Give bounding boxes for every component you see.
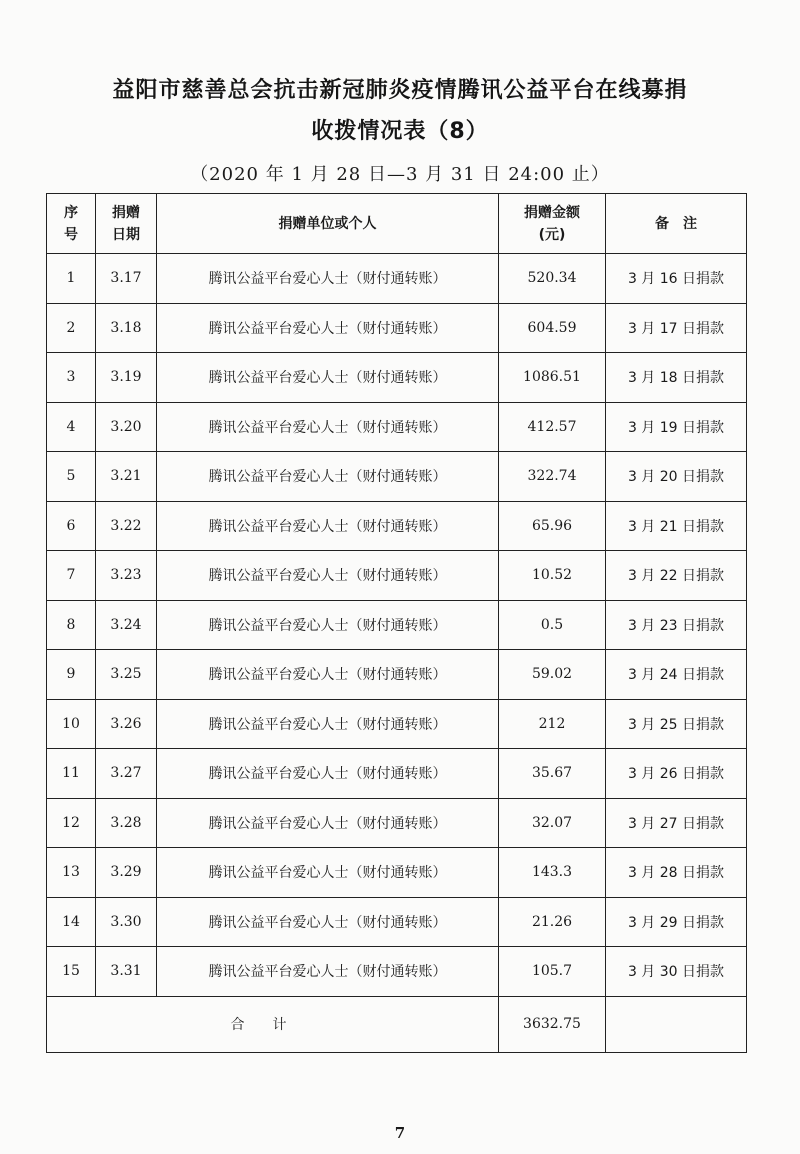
cell-date: 3.29: [96, 848, 157, 898]
document-title: 益阳市慈善总会抗击新冠肺炎疫情腾讯公益平台在线募捐: [112, 78, 688, 103]
cell-amount: 10.52: [499, 551, 606, 601]
cell-amount: 322.74: [499, 452, 606, 502]
total-note: [606, 996, 747, 1052]
cell-note: 3 月 30 日捐款: [606, 947, 747, 997]
cell-donor: 腾讯公益平台爱心人士（财付通转账）: [157, 699, 499, 749]
cell-amount: 21.26: [499, 897, 606, 947]
table-row: [47, 600, 747, 650]
cell-seq: 9: [47, 650, 96, 700]
cell-donor: 腾讯公益平台爱心人士（财付通转账）: [157, 848, 499, 898]
cell-seq: 11: [47, 749, 96, 799]
cell-note: 3 月 18 日捐款: [606, 353, 747, 403]
cell-note: 3 月 27 日捐款: [606, 798, 747, 848]
cell-donor: 腾讯公益平台爱心人士（财付通转账）: [157, 303, 499, 353]
table-row: [47, 452, 747, 502]
header-seq-line2: 号: [64, 226, 78, 243]
header-date-line1: 捐赠: [112, 204, 140, 221]
cell-seq: 2: [47, 303, 96, 353]
table-row: [47, 303, 747, 353]
cell-amount: 1086.51: [499, 353, 606, 403]
cell-note: 3 月 19 日捐款: [606, 402, 747, 452]
cell-seq: 10: [47, 699, 96, 749]
header-date: [96, 194, 157, 254]
cell-note: 3 月 28 日捐款: [606, 848, 747, 898]
table-row: [47, 848, 747, 898]
cell-date: 3.23: [96, 551, 157, 601]
cell-date: 3.31: [96, 947, 157, 997]
cell-note: 3 月 25 日捐款: [606, 699, 747, 749]
table-row: [47, 254, 747, 304]
header-seq: [47, 194, 96, 254]
total-amount: 3632.75: [499, 996, 606, 1052]
cell-note: 3 月 24 日捐款: [606, 650, 747, 700]
cell-date: 3.17: [96, 254, 157, 304]
cell-note: 3 月 21 日捐款: [606, 501, 747, 551]
cell-seq: 15: [47, 947, 96, 997]
table-row: [47, 353, 747, 403]
cell-amount: 105.7: [499, 947, 606, 997]
cell-date: 3.25: [96, 650, 157, 700]
cell-donor: 腾讯公益平台爱心人士（财付通转账）: [157, 254, 499, 304]
cell-amount: 520.34: [499, 254, 606, 304]
cell-date: 3.19: [96, 353, 157, 403]
cell-donor: 腾讯公益平台爱心人士（财付通转账）: [157, 947, 499, 997]
cell-seq: 4: [47, 402, 96, 452]
table-row: [47, 650, 747, 700]
cell-seq: 3: [47, 353, 96, 403]
cell-seq: 1: [47, 254, 96, 304]
cell-donor: 腾讯公益平台爱心人士（财付通转账）: [157, 798, 499, 848]
cell-seq: 7: [47, 551, 96, 601]
header-note: 备 注: [606, 194, 747, 254]
table-row: [47, 897, 747, 947]
table-row: [47, 402, 747, 452]
table-row: [47, 947, 747, 997]
cell-date: 3.26: [96, 699, 157, 749]
cell-donor: 腾讯公益平台爱心人士（财付通转账）: [157, 353, 499, 403]
cell-amount: 59.02: [499, 650, 606, 700]
table-row: [47, 749, 747, 799]
header-donor: 捐赠单位或个人: [157, 194, 499, 254]
header-seq-line1: 序: [64, 204, 78, 221]
header-amount-line2: (元): [538, 226, 566, 243]
cell-date: 3.28: [96, 798, 157, 848]
donation-table: [46, 193, 747, 1053]
cell-donor: 腾讯公益平台爱心人士（财付通转账）: [157, 650, 499, 700]
cell-note: 3 月 29 日捐款: [606, 897, 747, 947]
table-row: [47, 798, 747, 848]
cell-amount: 212: [499, 699, 606, 749]
cell-amount: 65.96: [499, 501, 606, 551]
header-amount-line1: 捐赠金额: [524, 204, 580, 221]
cell-note: 3 月 20 日捐款: [606, 452, 747, 502]
cell-amount: 0.5: [499, 600, 606, 650]
cell-date: 3.21: [96, 452, 157, 502]
cell-donor: 腾讯公益平台爱心人士（财付通转账）: [157, 501, 499, 551]
cell-date: 3.22: [96, 501, 157, 551]
table-row: [47, 501, 747, 551]
cell-seq: 13: [47, 848, 96, 898]
cell-donor: 腾讯公益平台爱心人士（财付通转账）: [157, 749, 499, 799]
table-header-row: [47, 194, 747, 254]
cell-seq: 14: [47, 897, 96, 947]
cell-date: 3.30: [96, 897, 157, 947]
cell-note: 3 月 23 日捐款: [606, 600, 747, 650]
total-label: 合计: [47, 996, 499, 1052]
cell-amount: 32.07: [499, 798, 606, 848]
header-date-line2: 日期: [112, 226, 140, 243]
cell-donor: 腾讯公益平台爱心人士（财付通转账）: [157, 402, 499, 452]
cell-seq: 6: [47, 501, 96, 551]
table-row: [47, 699, 747, 749]
cell-date: 3.18: [96, 303, 157, 353]
cell-date: 3.20: [96, 402, 157, 452]
cell-date: 3.27: [96, 749, 157, 799]
cell-date: 3.24: [96, 600, 157, 650]
cell-amount: 35.67: [499, 749, 606, 799]
cell-donor: 腾讯公益平台爱心人士（财付通转账）: [157, 600, 499, 650]
cell-note: 3 月 22 日捐款: [606, 551, 747, 601]
cell-seq: 5: [47, 452, 96, 502]
cell-donor: 腾讯公益平台爱心人士（财付通转账）: [157, 452, 499, 502]
document-title-line2: 收拨情况表（8）: [311, 119, 489, 144]
cell-note: 3 月 16 日捐款: [606, 254, 747, 304]
total-row: [47, 996, 747, 1052]
page-number: 7: [394, 1124, 406, 1142]
cell-seq: 8: [47, 600, 96, 650]
cell-amount: 604.59: [499, 303, 606, 353]
date-range-subtitle: （2020 年 1 月 28 日—3 月 31 日 24:00 止）: [190, 164, 610, 185]
cell-note: 3 月 17 日捐款: [606, 303, 747, 353]
table-row: [47, 551, 747, 601]
cell-note: 3 月 26 日捐款: [606, 749, 747, 799]
cell-donor: 腾讯公益平台爱心人士（财付通转账）: [157, 551, 499, 601]
cell-amount: 143.3: [499, 848, 606, 898]
cell-amount: 412.57: [499, 402, 606, 452]
header-amount: [499, 194, 606, 254]
cell-donor: 腾讯公益平台爱心人士（财付通转账）: [157, 897, 499, 947]
cell-seq: 12: [47, 798, 96, 848]
